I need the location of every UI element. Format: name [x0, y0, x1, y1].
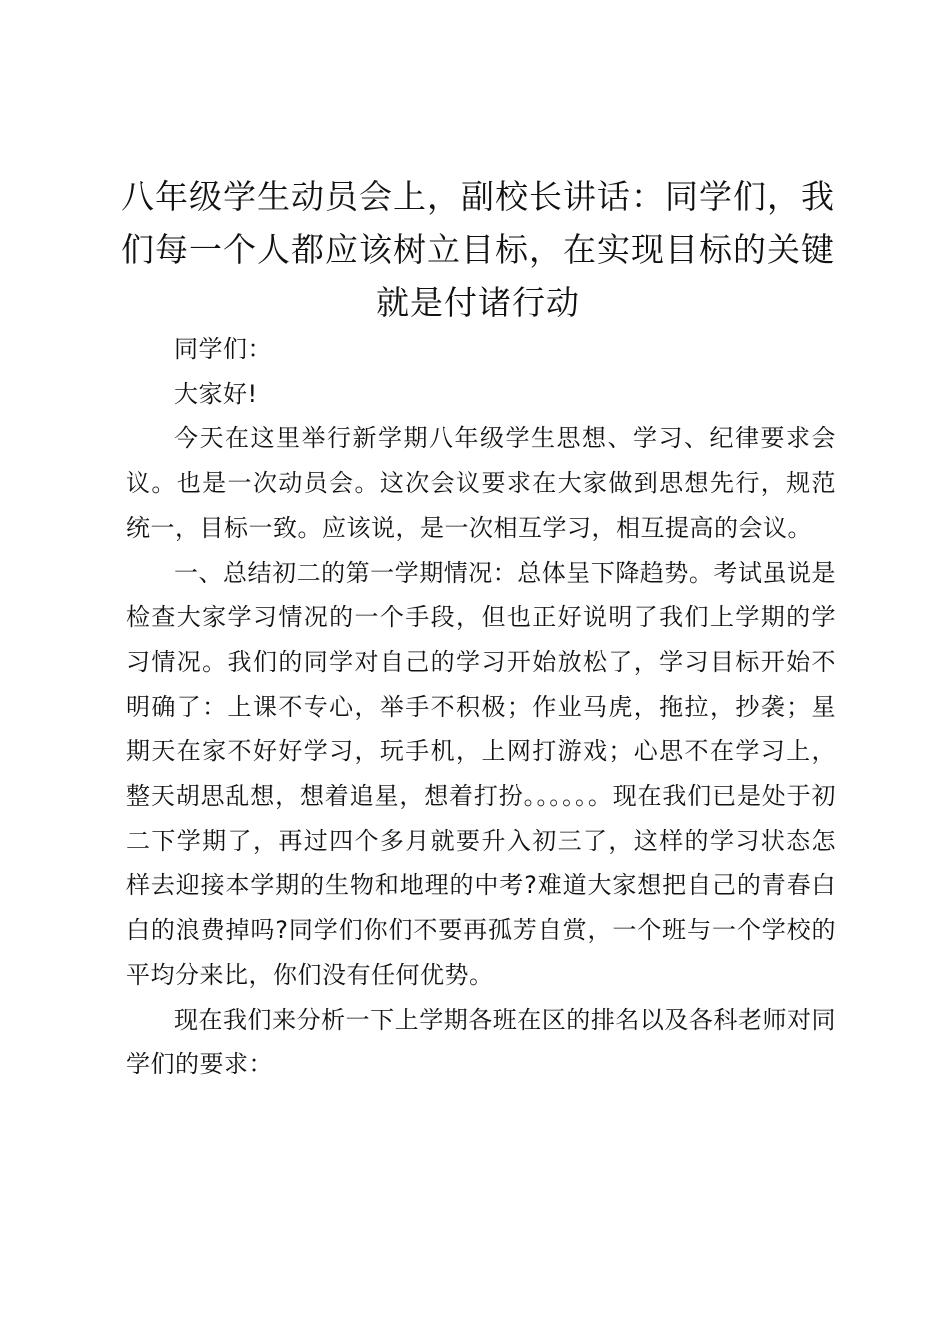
document-title: 八年级学生动员会上，副校长讲话：同学们，我们每一个人都应该树立目标，在实现目标的关键就是付诸行动	[121, 177, 835, 322]
paragraph-analysis: 现在我们来分析一下上学期各班在区的排名以及各科老师对同学们的要求：	[126, 1005, 836, 1079]
paragraph-intro: 今天在这里举行新学期八年级学生思想、学习、纪律要求会议。也是一次动员会。这次会议要求在大家做到思想先行，规范统一，目标一致。应该说，是一次相互学习，相互提高的会议。	[126, 424, 836, 542]
document-body	[126, 327, 836, 1087]
paragraph-greeting: 同学们：	[174, 335, 272, 363]
paragraph-salutation: 大家好!	[174, 379, 258, 408]
paragraph-summary: 一、总结初二的第一学期情况：总体呈下降趋势。考试虽说是检查大家学习情况的一个手段，但也正好说明了我们上学期的学习情况。我们的同学对自己的学习开始放松了，学习目标开始不明确了：上课不专心，举手不积极；作业马虎，拖拉，抄袭；星期天在家不好好学习，玩手机，上网打游戏；心思不在学习上，整天胡思乱想，想着追星，想着打扮。。。。。。现在我们已是处于初二下学期了，再过四个多月就要升入初三了，这样的学习状态怎样去迎接本学期的生物和地理的中考?难道大家想把自己的青春白白的浪费掉吗?同学们你们不要再孤芳自赏，一个班与一个学校的平均分来比，你们没有任何优势。	[126, 558, 836, 989]
